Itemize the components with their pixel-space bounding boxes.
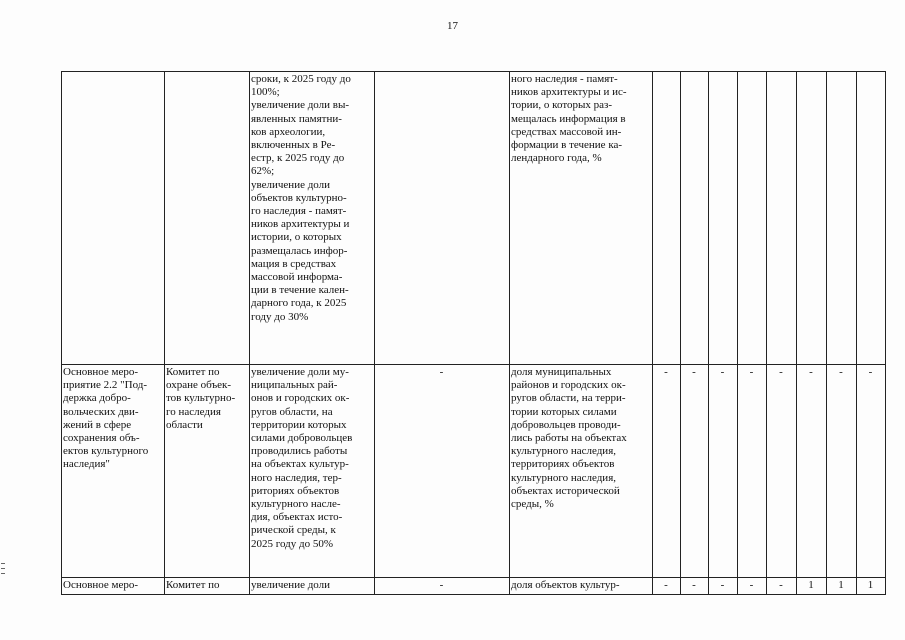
- table-cell-connection: -: [439, 366, 444, 378]
- table-rule-col-8: [737, 71, 738, 594]
- table-rule-col-7: [708, 71, 709, 594]
- table-cell-event: Основное меро- приятие 2.2 "Под- держка добро- вольческих дви- жений в сфере сохранения объ- ектов культурного наследия": [63, 366, 149, 471]
- table-rule-col-13: [885, 71, 886, 594]
- table-cell-expected-result: увеличение доли: [251, 579, 331, 591]
- table-rule-col-10: [796, 71, 797, 594]
- table-cell-value: -: [749, 579, 754, 591]
- table-rule-col-5: [652, 71, 653, 594]
- table-rule-col-4: [509, 71, 510, 594]
- table-rule-col-1: [164, 71, 165, 594]
- table-cell-value: -: [664, 579, 668, 591]
- table-cell-value: -: [779, 579, 783, 591]
- table-rule-col-3: [374, 71, 375, 594]
- table-rule-col-2: [249, 71, 250, 594]
- table-rule-row2-bottom: [61, 577, 886, 578]
- table-cell-value: -: [809, 366, 813, 378]
- table-cell-connection: -: [439, 579, 444, 591]
- table-cell-value: -: [664, 366, 668, 378]
- table-cell-value: -: [720, 579, 725, 591]
- table-cell-value: -: [692, 366, 696, 378]
- table-cell-value: -: [868, 366, 873, 378]
- table-cell-indicator: ного наследия - памят- ников архитектуры и ис- тории, о которых раз- мещалась информация в средствах массовой ин- формации в течение ка- лендарного года, %: [511, 73, 627, 165]
- table-rule-bottom: [61, 594, 886, 595]
- table-rule-top: [61, 71, 886, 72]
- table-cell-value: -: [692, 579, 696, 591]
- table-cell-responsible: Комитет по охране объек- тов культурно- го наследия области: [166, 366, 236, 431]
- table-cell-value: -: [779, 366, 783, 378]
- table-rule-col-0: [61, 71, 62, 594]
- table-rule-col-6: [680, 71, 681, 594]
- table-rule-col-9: [766, 71, 767, 594]
- table-cell-value: 1: [838, 579, 844, 591]
- table-cell-value: -: [839, 366, 843, 378]
- table-cell-responsible: Комитет по: [166, 579, 220, 591]
- table-cell-value: -: [720, 366, 725, 378]
- table-rule-row1-bottom: [61, 364, 886, 365]
- page-number: 17: [447, 20, 458, 32]
- table-cell-expected-result: сроки, к 2025 году до 100%; увеличение доли вы- явленных памятни- ков археологии, включенных в Ре- естр, к 2025 году до 62%; увеличение доли объектов культурно- го наследия - памят- ников архитектуры и истории, о которых размещалась инфор- мация в средствах массовой информа- ции в течение кален- дарного года, к 2025 году до 30%: [251, 73, 351, 323]
- table-cell-indicator: доля муниципальных районов и городских ок- ругов области, на терри- тории которых силами добровольцев проводи- лись работы на объектах культурного наследия, территориях объектов культурного наследия, объектах исторической среды, %: [511, 366, 627, 511]
- table-rule-col-11: [826, 71, 827, 594]
- table-cell-indicator: доля объектов культур-: [511, 579, 620, 591]
- scan-margin-marks: [1, 563, 5, 583]
- table-cell-event: Основное меро-: [63, 579, 139, 591]
- table-rule-col-12: [856, 71, 857, 594]
- table-cell-value: 1: [867, 579, 874, 591]
- table-cell-value: -: [749, 366, 754, 378]
- table-cell-expected-result: увеличение доли му- ниципальных рай- онов и городских ок- ругов области, на территории которых силами добровольцев проводились работы на объектах культур- ного наследия, тер- риториях объектов культурного насле- дия, объектах исто- рической среды, к 2025 году до 50%: [251, 366, 353, 550]
- table-cell-value: 1: [808, 579, 814, 591]
